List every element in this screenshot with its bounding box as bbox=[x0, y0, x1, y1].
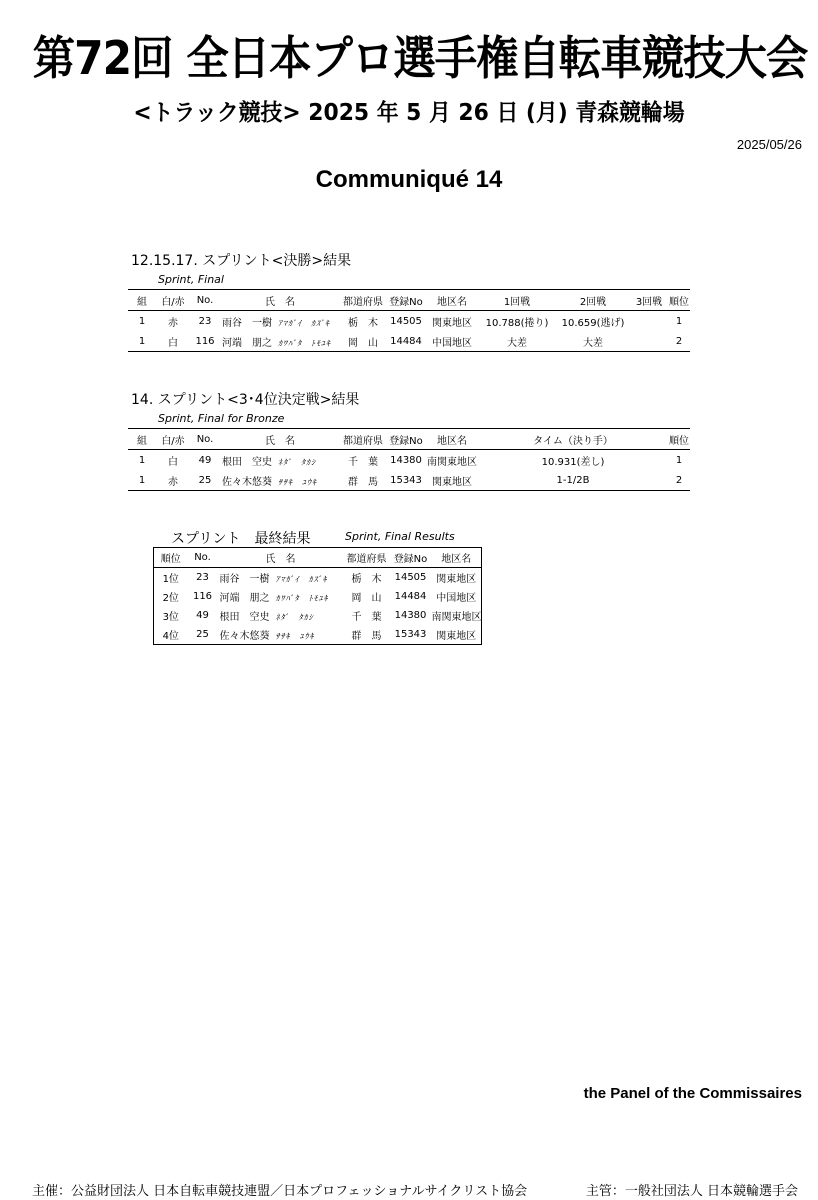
column-header: 1回戦 bbox=[503, 296, 531, 308]
table-row bbox=[128, 470, 690, 491]
table-header-row bbox=[154, 548, 482, 568]
name-cell bbox=[218, 625, 344, 645]
pref-cell: 岡 山 bbox=[348, 337, 378, 349]
color-cell: 赤 bbox=[168, 317, 178, 329]
column-header: 組 bbox=[137, 435, 147, 447]
color-cell: 白 bbox=[168, 337, 178, 349]
group-cell: 1 bbox=[138, 454, 146, 466]
name-cell bbox=[220, 331, 340, 352]
athlete-name: 佐々木悠葵 bbox=[219, 631, 270, 642]
region-cell: 南関東地区 bbox=[427, 456, 477, 468]
section2-title: 14. スプリント<3･4位決定戦>結果 bbox=[131, 392, 360, 408]
name-cell bbox=[218, 568, 344, 588]
group-cell: 1 bbox=[138, 474, 146, 486]
column-header: 登録No bbox=[389, 296, 423, 308]
athlete-name-kana: ｻｻｷ ﾕｳｷ bbox=[278, 477, 317, 487]
communique-title: Communiqué 14 bbox=[315, 166, 503, 193]
reg-cell: 14505 bbox=[394, 572, 427, 583]
pref-cell: 千 葉 bbox=[351, 612, 382, 623]
sprint-final-results-table bbox=[153, 547, 482, 645]
no-cell: 23 bbox=[196, 572, 209, 583]
section2-subtitle: Sprint, Final for Bronze bbox=[158, 412, 285, 425]
table-header-row bbox=[128, 429, 690, 450]
athlete-name: 根田 空史 bbox=[219, 612, 270, 623]
region-cell: 中国地区 bbox=[432, 337, 472, 349]
column-header: No. bbox=[194, 552, 211, 563]
pref-cell: 千 葉 bbox=[348, 456, 378, 468]
reg-cell: 14484 bbox=[394, 591, 427, 602]
region-cell: 関東地区 bbox=[436, 574, 477, 585]
sprint-final-table bbox=[128, 289, 690, 352]
region-cell: 中国地区 bbox=[436, 593, 477, 604]
athlete-name-kana: ｻｻｷ ﾕｳｷ bbox=[275, 632, 315, 641]
rank-cell: 2 bbox=[675, 335, 683, 347]
column-header: 2回戦 bbox=[579, 296, 607, 308]
column-header: 順位 bbox=[669, 435, 689, 447]
athlete-name-kana: ｶﾜﾊﾞﾀ ﾄﾓﾕｷ bbox=[275, 594, 329, 603]
sprint-bronze-table bbox=[128, 428, 690, 491]
rank-cell: 4位 bbox=[162, 631, 179, 642]
column-header: No. bbox=[196, 294, 214, 306]
no-cell: 25 bbox=[198, 474, 212, 486]
rank-cell: 1 bbox=[675, 454, 683, 466]
footer-organizer: 主催：公益財団法人 日本自転車競技連盟／日本プロフェッショナルサイクリスト協会 bbox=[32, 1184, 528, 1199]
column-header: 地区名 bbox=[441, 554, 472, 565]
column-header: 氏 名 bbox=[265, 554, 296, 565]
no-cell: 49 bbox=[196, 610, 209, 621]
time-cell: 10.931(差し) bbox=[541, 456, 605, 468]
athlete-name: 河端 朋之 bbox=[222, 337, 272, 349]
group-cell: 1 bbox=[138, 335, 146, 347]
column-header: 登録No bbox=[389, 435, 423, 447]
rank-cell: 2 bbox=[675, 474, 683, 486]
rank-cell: 2位 bbox=[162, 593, 179, 604]
column-header: 氏 名 bbox=[265, 296, 295, 308]
column-header: タイム（決り手） bbox=[533, 435, 613, 447]
athlete-name: 根田 空史 bbox=[222, 456, 272, 468]
no-cell: 49 bbox=[198, 454, 212, 466]
column-header: 組 bbox=[137, 296, 147, 308]
reg-cell: 15343 bbox=[394, 629, 427, 640]
athlete-name-kana: ｱﾏｶﾞｲ ｶｽﾞｷ bbox=[278, 318, 330, 328]
reg-cell: 14505 bbox=[390, 315, 422, 327]
r1-cell: 10.788(捲り) bbox=[485, 317, 549, 329]
footer-manager: 主管：一般社団法人 日本競輪選手会 bbox=[585, 1184, 798, 1199]
rank-cell: 3位 bbox=[162, 612, 179, 623]
column-header: 白/赤 bbox=[161, 296, 185, 308]
name-cell bbox=[218, 606, 344, 625]
athlete-name: 雨谷 一樹 bbox=[222, 317, 272, 329]
table-row bbox=[128, 311, 690, 332]
column-header: 氏 名 bbox=[265, 435, 295, 447]
reg-cell: 15343 bbox=[390, 474, 422, 486]
section3-subtitle: Sprint, Final Results bbox=[345, 530, 455, 543]
event-subtitle: <トラック競技> 2025 年 5 月 26 日 (月) 青森競輪場 bbox=[133, 100, 685, 126]
column-header: 地区名 bbox=[437, 296, 467, 308]
time-cell: 1-1/2B bbox=[556, 474, 590, 486]
event-title: 第72回 全日本プロ選手権自転車競技大会 bbox=[32, 31, 808, 85]
document-date: 2025/05/26 bbox=[736, 137, 802, 152]
column-header: 白/赤 bbox=[161, 435, 185, 447]
table-row bbox=[154, 568, 482, 588]
column-header: 3回戦 bbox=[635, 296, 663, 308]
no-cell: 25 bbox=[196, 629, 209, 640]
rank-cell: 1 bbox=[675, 315, 683, 327]
table-row bbox=[154, 606, 482, 625]
athlete-name: 河端 朋之 bbox=[219, 593, 270, 604]
name-cell bbox=[220, 311, 340, 332]
color-cell: 赤 bbox=[168, 476, 178, 488]
r1-cell: 大差 bbox=[507, 337, 527, 349]
group-cell: 1 bbox=[138, 315, 146, 327]
column-header: 都道府県 bbox=[343, 435, 383, 447]
athlete-name-kana: ﾈﾀﾞ ﾀｶｼ bbox=[275, 613, 314, 622]
table-row bbox=[154, 625, 482, 645]
no-cell: 116 bbox=[195, 335, 215, 347]
section1-title: 12.15.17. スプリント<決勝>結果 bbox=[131, 253, 352, 269]
region-cell: 関東地区 bbox=[432, 317, 472, 329]
column-header: No. bbox=[196, 433, 214, 445]
reg-cell: 14484 bbox=[390, 335, 422, 347]
athlete-name-kana: ｱﾏｶﾞｲ ｶｽﾞｷ bbox=[275, 575, 328, 584]
r3-cell bbox=[630, 331, 668, 352]
table-header-row bbox=[128, 290, 690, 311]
pref-cell: 栃 木 bbox=[351, 574, 382, 585]
athlete-name: 雨谷 一樹 bbox=[219, 574, 270, 585]
no-cell: 23 bbox=[198, 315, 212, 327]
column-header: 地区名 bbox=[437, 435, 467, 447]
athlete-name: 佐々木悠葵 bbox=[222, 476, 272, 488]
name-cell bbox=[220, 450, 340, 471]
r2-cell: 10.659(逃げ) bbox=[561, 317, 625, 329]
reg-cell: 14380 bbox=[390, 454, 422, 466]
column-header: 都道府県 bbox=[346, 554, 387, 565]
column-header: 順位 bbox=[160, 554, 181, 565]
reg-cell: 14380 bbox=[394, 610, 427, 621]
rank-cell: 1位 bbox=[162, 574, 179, 585]
athlete-name-kana: ﾈﾀﾞ ﾀｶｼ bbox=[278, 457, 316, 467]
table-row bbox=[128, 331, 690, 352]
no-cell: 116 bbox=[192, 591, 213, 602]
region-cell: 関東地区 bbox=[436, 631, 477, 642]
region-cell: 関東地区 bbox=[432, 476, 472, 488]
column-header: 順位 bbox=[669, 296, 689, 308]
section1-subtitle: Sprint, Final bbox=[158, 273, 224, 286]
pref-cell: 栃 木 bbox=[348, 317, 378, 329]
athlete-name-kana: ｶﾜﾊﾞﾀ ﾄﾓﾕｷ bbox=[278, 338, 331, 348]
color-cell: 白 bbox=[168, 456, 178, 468]
section3-title: スプリント 最終結果 bbox=[171, 531, 311, 547]
pref-cell: 群 馬 bbox=[351, 631, 382, 642]
table-row bbox=[154, 587, 482, 606]
pref-cell: 群 馬 bbox=[348, 476, 378, 488]
region-cell: 南関東地区 bbox=[431, 612, 482, 623]
r3-cell bbox=[630, 311, 668, 332]
r2-cell: 大差 bbox=[583, 337, 603, 349]
column-header: 都道府県 bbox=[343, 296, 383, 308]
commissaires-signature: the Panel of the Commissaires bbox=[583, 1085, 802, 1102]
column-header: 登録No bbox=[393, 554, 428, 565]
pref-cell: 岡 山 bbox=[351, 593, 382, 604]
name-cell bbox=[218, 587, 344, 606]
name-cell bbox=[220, 470, 340, 491]
table-row bbox=[128, 450, 690, 471]
